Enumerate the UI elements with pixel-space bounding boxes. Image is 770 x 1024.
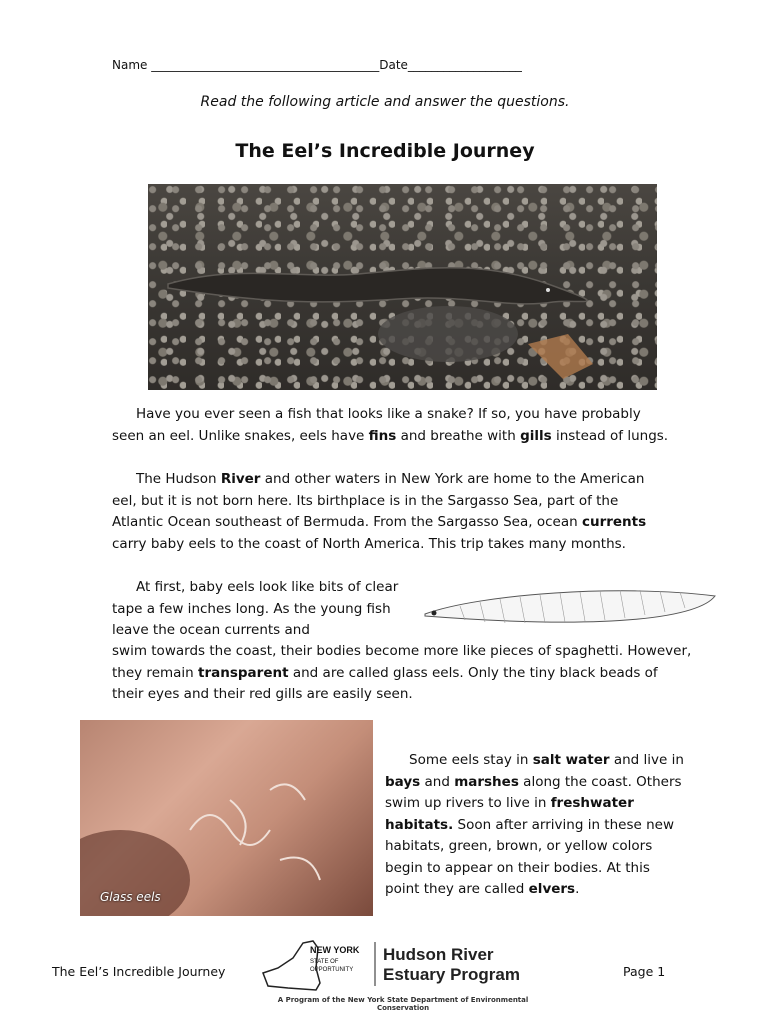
p1-text: Have you ever seen a fish that looks like a snake? If so, you have probably seen an eel. Unlike snakes, eels have [112, 406, 641, 444]
p4-text: and [420, 773, 455, 790]
p2-text: carry baby eels to the coast of North America. This trip takes many months. [112, 535, 626, 552]
vocab-transparent: transparent [198, 664, 289, 681]
instructions: Read the following article and answer the questions. [200, 94, 570, 110]
page-title: The Eel’s Incredible Journey [235, 140, 535, 162]
logo-state-of: STATE OF [310, 959, 339, 965]
vocab-river: River [220, 471, 261, 487]
p4-text: Some eels stay in [409, 752, 533, 768]
logo-tagline: A Program of the New York State Department of Environmental Conservation [277, 996, 529, 1012]
p4-text: along the coast. Others swim up rivers to live in [385, 773, 682, 811]
p4-text: . [575, 881, 580, 897]
p1-text: and breathe with [396, 427, 521, 444]
page-number: Page 1 [623, 964, 666, 979]
date-field[interactable]: ___________________ [407, 58, 522, 72]
paragraph-1 [112, 404, 672, 447]
vocab-fins: fins [368, 427, 397, 444]
name-field[interactable]: ______________________________________ [151, 58, 380, 72]
name-date-line [112, 58, 522, 72]
vocab-salt-water: salt water [532, 752, 610, 768]
p4-text: Soon after arriving in these new habitats, green, brown, or yellow colors begin to appear on their bodies. At this point they are called [385, 816, 674, 897]
paragraph-2 [112, 469, 672, 555]
p2-text: The Hudson [136, 471, 221, 487]
paragraph-3-cont [112, 641, 692, 706]
paragraph-3-start: At first, baby eels look like bits of clear tape a few inches long. As the young fish leave the ocean currents and [112, 579, 399, 638]
logo-opportunity: OPPORTUNITY [310, 967, 354, 973]
vocab-elvers: elvers [528, 881, 576, 897]
hand-with-eels-image [80, 720, 373, 916]
eel-illustration [148, 184, 657, 390]
glass-eels-photo [80, 720, 373, 916]
p1-text: instead of lungs. [551, 427, 669, 444]
p3-text: swim towards the coast, their bodies become more like pieces of spaghetti. However, they remain [112, 643, 692, 681]
vocab-marshes: marshes [454, 773, 519, 790]
p2-text: and other waters in New York are home to the American eel, but it is not born here. Its birthplace is in the Sargasso Sea, part of the Atlantic Ocean southeast of Bermuda. From the Sargasso Sea, ocean [112, 471, 645, 530]
vocab-currents: currents [581, 514, 647, 530]
footer-title: The Eel’s Incredible Journey [52, 964, 226, 979]
photo-caption: Glass eels [100, 890, 161, 904]
leptocephalus-icon [420, 576, 720, 646]
date-label: Date [379, 58, 408, 72]
vocab-bays: bays [385, 773, 421, 790]
vocab-freshwater-habitats: freshwater habitats. [385, 795, 634, 833]
eel-on-gravel-photo [148, 184, 657, 390]
paragraph-4 [385, 750, 685, 901]
logo-hudson-river: Hudson River [383, 945, 494, 964]
logo-ny: NEW YORK [310, 945, 360, 955]
eel-larva-drawing [420, 576, 720, 646]
name-label: Name [112, 58, 148, 72]
p3-text: and are called glass eels. Only the tiny black beads of their eyes and their red gills are easily seen. [112, 664, 658, 702]
logo-estuary-program: Estuary Program [383, 965, 520, 984]
p4-text: and live in [609, 752, 684, 768]
vocab-gills: gills [520, 427, 552, 444]
